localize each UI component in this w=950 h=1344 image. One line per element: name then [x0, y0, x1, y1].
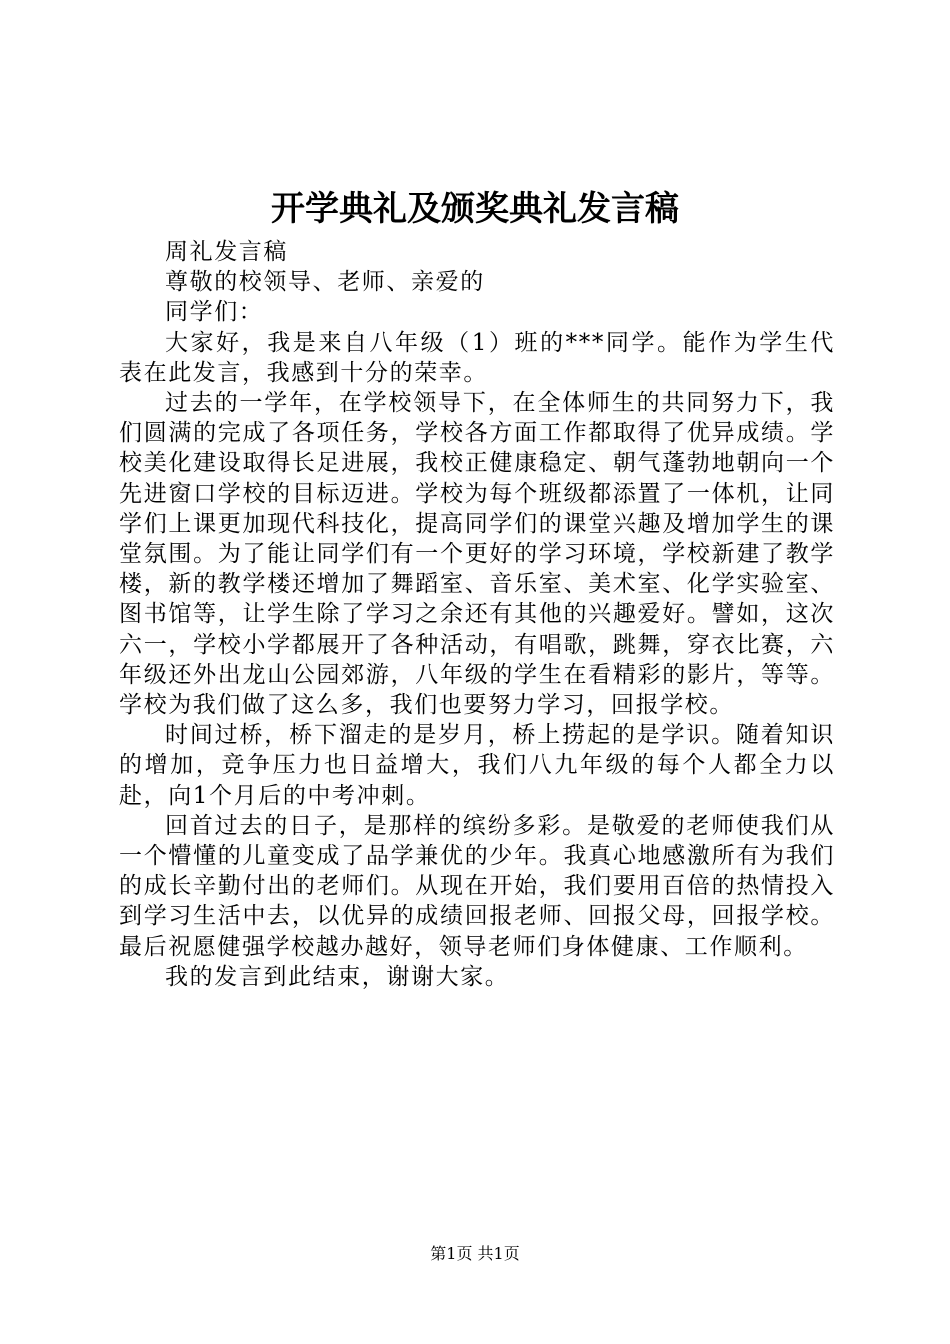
paragraph-time: 时间过桥，桥下溜走的是岁月，桥上捞起的是学识。随着知识的增加，竞争压力也日益增大，我们八九年级的每个人都全力以赴，向1个月后的中考冲刺。	[119, 722, 835, 809]
document-body	[119, 237, 835, 992]
paragraph-speech-label: 周礼发言稿	[165, 239, 288, 265]
paragraph-closing: 我的发言到此结束，谢谢大家。	[165, 963, 510, 990]
paragraph-greeting: 大家好，我是来自八年级（1）班的***同学。能作为学生代表在此发言，我感到十分的荣幸。	[119, 329, 835, 386]
paragraph-gratitude: 回首过去的日子，是那样的缤纷多彩。是敬爱的老师使我们从一个懵懂的儿童变成了品学兼优的少年。我真心地感激所有为我们的成长辛勤付出的老师们。从现在开始，我们要用百倍的热情投入到学习生活中去，以优异的成绩回报老师、回报父母，回报学校。最后祝愿健强学校越办越好，领导老师们身体健康、工作顺利。	[119, 812, 835, 960]
paragraph-salutation-cont: 同学们：	[165, 299, 264, 326]
document-title: 开学典礼及颁奖典礼发言稿	[271, 189, 679, 229]
page-number-footer: 第1页 共1页	[430, 1244, 520, 1263]
paragraph-past-year: 过去的一学年，在学校领导下，在全体师生的共同努力下，我们圆满的完成了各项任务，学校各方面工作都取得了优异成绩。学校美化建设取得长足进展，我校正健康稳定、朝气蓬勃地朝向一个先进窗口学校的目标迈进。学校为每个班级都添置了一体机，让同学们上课更加现代科技化，提高同学们的课堂兴趣及增加学生的课堂氛围。为了能让同学们有一个更好的学习环境，学校新建了教学楼，新的教学楼还增加了舞蹈室、音乐室、美术室、化学实验室、图书馆等，让学生除了学习之余还有其他的兴趣爱好。譬如，这次六一，学校小学都展开了各种活动，有唱歌，跳舞，穿衣比赛，六年级还外出龙山公园郊游，八年级的学生在看精彩的影片，等等。学校为我们做了这么多，我们也要努力学习，回报学校。	[119, 390, 835, 719]
paragraph-salutation: 尊敬的校领导、老师、亲爱的	[165, 269, 485, 296]
